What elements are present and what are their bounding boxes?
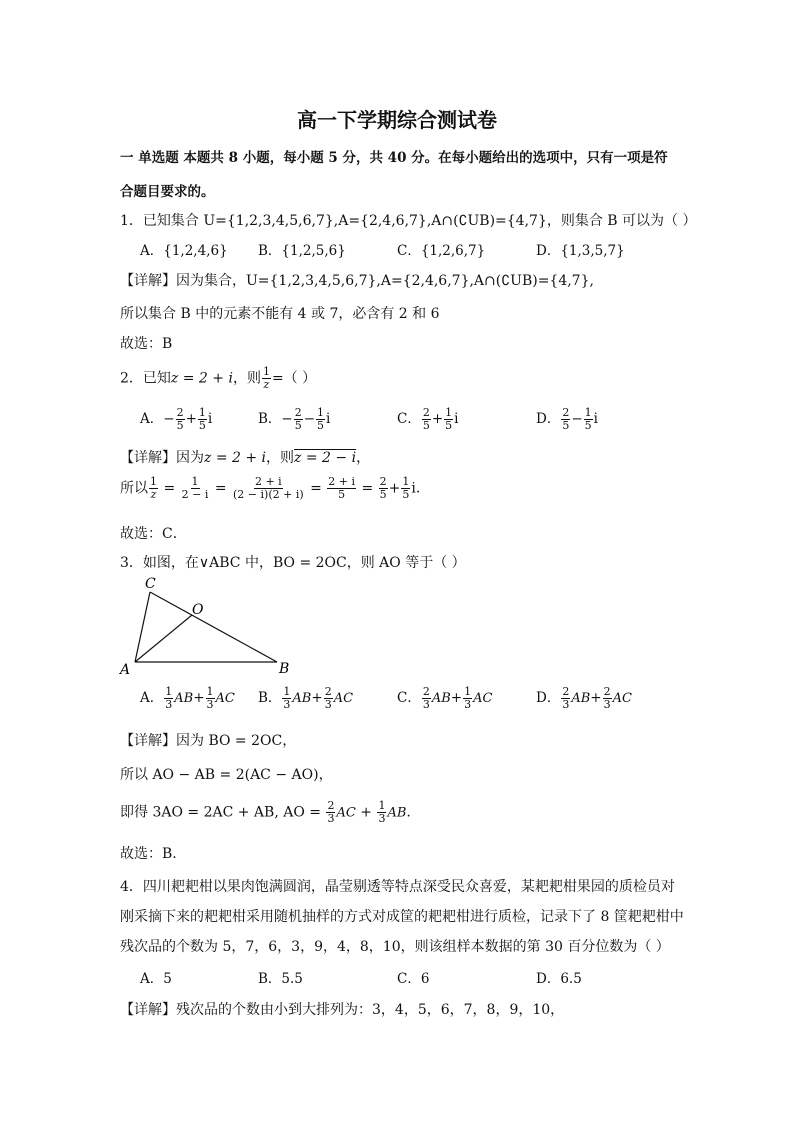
q1-option-a: A．{1,2,4,6} <box>140 243 228 259</box>
q2-stem: 2．已知z = 2 + i，则 $\frac{1}{z}$ =（ ） <box>120 365 317 391</box>
q2-option-a: A．− $\frac{2}{5}$ + $\frac{1}{5}$ i <box>140 406 213 432</box>
section-heading-line1: 一 单选题 本题共 8 小题，每小题 5 分，共 40 分。在每小题给出的选项中，只有一项是符 <box>120 150 668 166</box>
label-o: O <box>192 602 204 618</box>
q2-analysis-1: 【详解】因为z = 2 + i，则z = 2 − i， <box>120 450 371 466</box>
q4-stem-line1: 4．四川耙耙柑以果肉饱满圆润，晶莹剔透等特点深受民众喜爱，某耙耙柑果园的质检员对 <box>120 879 675 895</box>
triangle-figure <box>115 574 300 679</box>
q1-stem: 1．已知集合 U={1,2,3,4,5,6,7},A={2,4,6,7},A∩(∁UB)={4,7}，则集合 B 可以为（ ） <box>120 213 697 229</box>
q4-option-c: C．6 <box>397 971 430 987</box>
q4-option-b: B．5.5 <box>258 971 303 987</box>
q4-option-d: D．6.5 <box>536 971 582 987</box>
q3-analysis-1: 【详解】因为 BO = 2OC， <box>120 733 297 749</box>
q4-stem-line2: 刚采摘下来的耙耙柑采用随机抽样的方式对成筐的耙耙柑进行质检，记录下了 8 筐耙耙柑中 <box>120 909 684 925</box>
q3-option-b: B． $\frac{1}{3}$ AB+ $\frac{2}{3}$ AC <box>258 685 354 711</box>
q3-analysis-3: 即得 3AO = 2AC + AB, AO = $\frac{2}{3}$ AC + $\frac{1}{3}$ AB. <box>120 799 411 825</box>
q1-option-d: D．{1,3,5,7} <box>536 243 625 259</box>
q2-option-c: C． $\frac{2}{5}$ + $\frac{1}{5}$ i <box>397 406 459 432</box>
q3-stem: 3．如图，在∨ABC 中，BO = 2OC，则 AO 等于（ ） <box>120 555 466 571</box>
q3-analysis-2: 所以 AO − AB = 2(AC − AO)， <box>120 767 333 783</box>
q4-stem-line3: 残次品的个数为 5，7，6，3，9，4，8，10，则该组样本数据的第 30 百分位数为（ ） <box>120 939 670 955</box>
q2-analysis-2: 所以 $\frac{1}{z}$ = $\frac{1}{2 - i}$ = $\frac{2 + i}{(2 - i)(2 + i)}$ = $\frac{2 + i}{5}$ = $\frac{2}{5}$ + $\frac{1}{5}$ i. <box>120 475 421 501</box>
q1-analysis-2: 所以集合 B 中的元素不能有 4 或 7，必含有 2 和 6 <box>120 306 440 322</box>
q1-option-c: C．{1,2,6,7} <box>397 243 486 259</box>
q4-option-a: A．5 <box>140 971 172 987</box>
section-heading-line2: 合题目要求的。 <box>120 184 215 200</box>
q1-analysis-1: 【详解】因为集合，U={1,2,3,4,5,6,7},A={2,4,6,7},A∩(∁UB)={4,7}, <box>120 273 594 289</box>
label-b: B <box>279 661 290 677</box>
q3-option-a: A． $\frac{1}{3}$ AB+ $\frac{1}{3}$ AC <box>140 685 235 711</box>
q1-answer: 故选：B <box>120 336 173 352</box>
q2-option-d: D． $\frac{2}{5}$ − $\frac{1}{5}$ i <box>536 406 598 432</box>
page-title: 高一下学期综合测试卷 <box>297 108 497 132</box>
q1-option-b: B．{1,2,5,6} <box>258 243 346 259</box>
q3-option-c: C． $\frac{2}{3}$ AB+ $\frac{1}{3}$ AC <box>397 685 493 711</box>
label-c: C <box>145 576 156 592</box>
q2-answer: 故选：C． <box>120 526 187 542</box>
q4-analysis: 【详解】残次品的个数由小到大排列为：3，4，5，6，7，8，9，10， <box>120 1002 565 1018</box>
label-a: A <box>120 662 131 678</box>
q3-option-d: D． $\frac{2}{3}$ AB+ $\frac{2}{3}$ AC <box>536 685 632 711</box>
q2-option-b: B．− $\frac{2}{5}$ − $\frac{1}{5}$ i <box>258 406 331 432</box>
q3-answer: 故选：B. <box>120 846 177 862</box>
side-cb <box>150 592 277 662</box>
